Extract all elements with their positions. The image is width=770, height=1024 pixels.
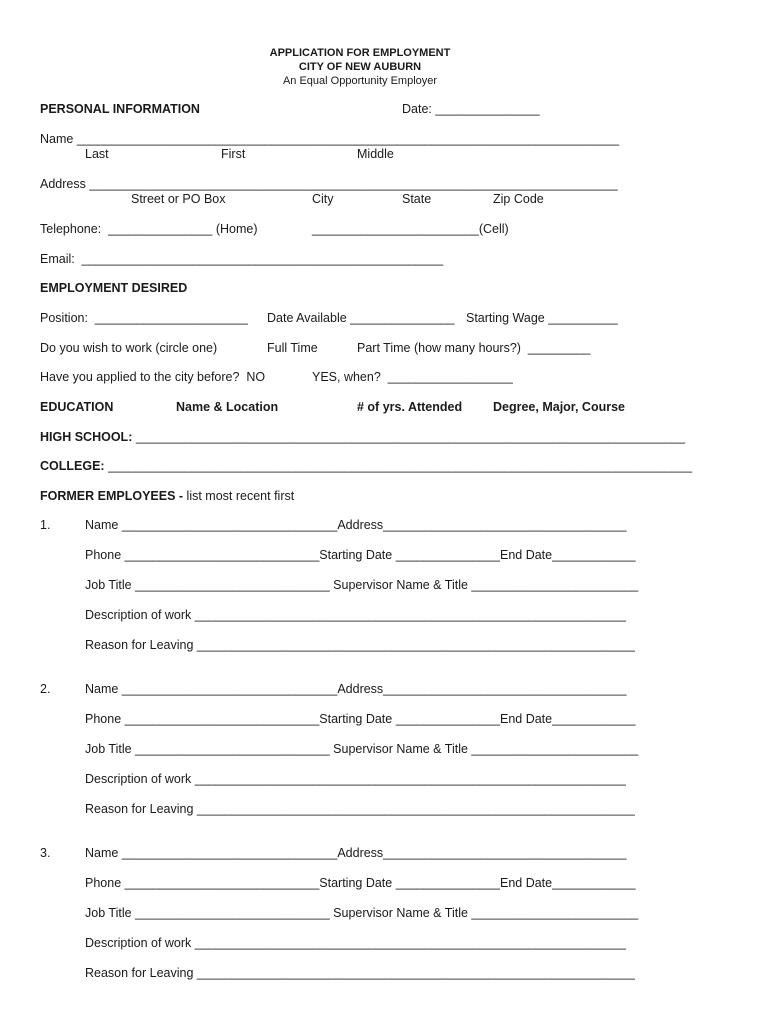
work-type-question: Do you wish to work (circle one) (40, 341, 218, 355)
address-city-label: City (312, 192, 334, 206)
personal-info-heading: PERSONAL INFORMATION (40, 102, 200, 116)
employer-3-phone-dates[interactable]: Phone ____________________________Starting Date _______________End Date____________ (85, 876, 636, 890)
high-school-line[interactable]: _______________________________________________________________________________ (132, 430, 686, 444)
employer-1-reason[interactable]: Reason for Leaving _______________________________________________________________ (85, 638, 635, 652)
part-time-option[interactable]: Part Time (how many hours?) _________ (357, 341, 591, 355)
name-field[interactable]: Name ______________________________________________________________________________ (40, 132, 620, 146)
name-last-label: Last (85, 147, 109, 161)
applied-yes-field[interactable]: YES, when? __________________ (312, 370, 513, 384)
former-employees-note: list most recent first (186, 489, 295, 503)
employer-2-job-supervisor[interactable]: Job Title ____________________________ Supervisor Name & Title ________________________ (85, 742, 639, 756)
employer-3-name-address[interactable]: Name _______________________________Address___________________________________ (85, 846, 627, 860)
form-organization: CITY OF NEW AUBURN (298, 61, 422, 73)
position-field[interactable]: Position: ______________________ (40, 311, 248, 325)
date-field[interactable]: Date: _______________ (402, 102, 540, 116)
employer-1-job-supervisor[interactable]: Job Title ____________________________ Supervisor Name & Title ________________________ (85, 578, 639, 592)
employer-1-name-address[interactable]: Name _______________________________Address___________________________________ (85, 518, 627, 532)
address-state-label: State (402, 192, 432, 206)
employer-2-number: 2. (40, 682, 51, 696)
address-street-label: Street or PO Box (131, 192, 226, 206)
college-field[interactable] (40, 459, 692, 474)
employer-2-reason[interactable]: Reason for Leaving _______________________________________________________________ (85, 802, 635, 816)
employer-1-phone-dates[interactable]: Phone ____________________________Starting Date _______________End Date____________ (85, 548, 636, 562)
education-col-years: # of yrs. Attended (357, 400, 463, 414)
form-subtitle: An Equal Opportunity Employer (282, 75, 438, 87)
starting-wage-field[interactable]: Starting Wage __________ (466, 311, 618, 325)
telephone-home-field[interactable]: Telephone: _______________ (Home) (40, 222, 258, 236)
name-middle-label: Middle (357, 147, 394, 161)
name-first-label: First (221, 147, 246, 161)
employer-1-description[interactable]: Description of work ______________________________________________________________ (85, 608, 626, 622)
high-school-field[interactable] (40, 430, 685, 445)
date-available-field[interactable]: Date Available _______________ (267, 311, 455, 325)
employer-3-job-supervisor[interactable]: Job Title ____________________________ Supervisor Name & Title ________________________ (85, 906, 639, 920)
employer-2-description[interactable]: Description of work ______________________________________________________________ (85, 772, 626, 786)
applied-before-question[interactable]: Have you applied to the city before? NO (40, 370, 266, 384)
employer-2-name-address[interactable]: Name _______________________________Address___________________________________ (85, 682, 627, 696)
former-employees-heading (40, 489, 294, 504)
employer-3-reason[interactable]: Reason for Leaving _______________________________________________________________ (85, 966, 635, 980)
employer-3-number: 3. (40, 846, 51, 860)
form-title: APPLICATION FOR EMPLOYMENT (269, 47, 451, 59)
address-field[interactable]: Address ____________________________________________________________________________ (40, 177, 618, 191)
email-field[interactable]: Email: ____________________________________________________ (40, 252, 444, 266)
college-label: COLLEGE: (40, 459, 105, 473)
employer-1-number: 1. (40, 518, 51, 532)
former-employees-title: FORMER EMPLOYEES - (40, 489, 187, 503)
education-heading: EDUCATION (40, 400, 114, 414)
employment-desired-heading: EMPLOYMENT DESIRED (40, 281, 188, 295)
employer-2-phone-dates[interactable]: Phone ____________________________Starting Date _______________End Date____________ (85, 712, 636, 726)
telephone-cell-field[interactable]: ________________________(Cell) (312, 222, 509, 236)
full-time-option[interactable]: Full Time (267, 341, 318, 355)
college-line[interactable]: ____________________________________________________________________________________ (104, 459, 693, 473)
employer-3-description[interactable]: Description of work ______________________________________________________________ (85, 936, 626, 950)
education-col-degree: Degree, Major, Course (493, 400, 625, 414)
education-col-name-location: Name & Location (176, 400, 279, 414)
address-zip-label: Zip Code (493, 192, 544, 206)
high-school-label: HIGH SCHOOL: (40, 430, 133, 444)
